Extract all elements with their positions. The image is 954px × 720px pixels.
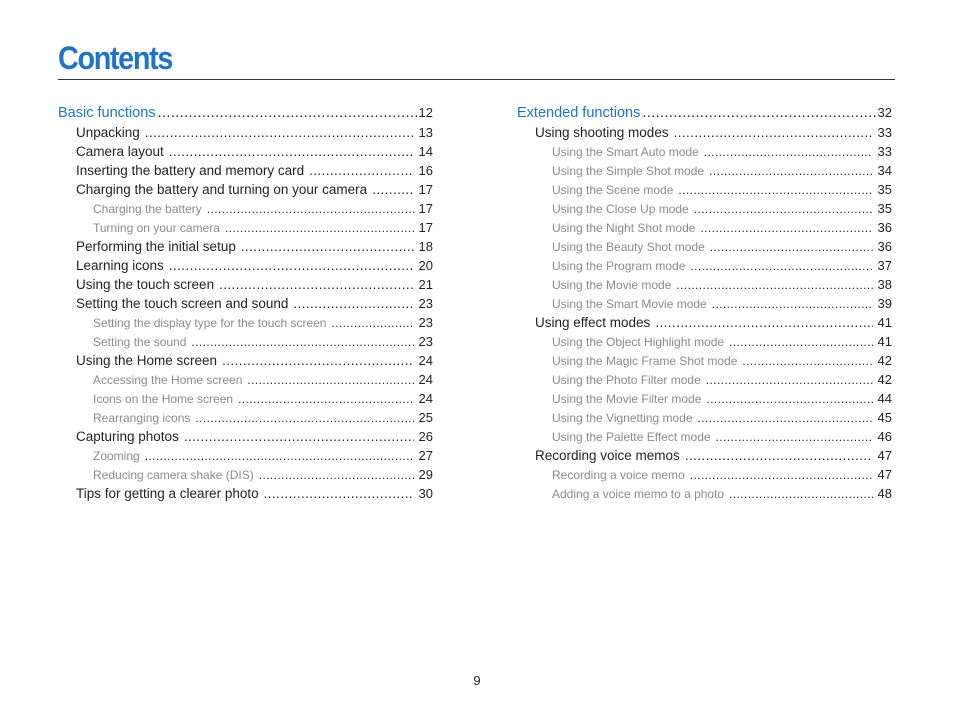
toc-entry-page: 17 <box>418 220 433 235</box>
toc-subentry[interactable] <box>517 275 892 294</box>
toc-dot-leader <box>685 446 873 465</box>
toc-entry-label: Adding a voice memo to a photo <box>552 487 725 501</box>
toc-subentry[interactable] <box>58 408 433 427</box>
toc-subentry[interactable] <box>517 199 892 218</box>
toc-entry-label: Using the Smart Movie mode <box>552 297 707 311</box>
title-divider <box>58 79 895 80</box>
toc-entry[interactable] <box>58 427 433 446</box>
toc-dot-leader <box>676 276 872 294</box>
toc-dot-leader <box>309 161 413 180</box>
toc-subentry[interactable] <box>517 332 892 351</box>
toc-dot-leader <box>712 295 873 313</box>
toc-entry-page: 33 <box>877 144 892 159</box>
toc-entry-page: 34 <box>877 163 892 178</box>
toc-entry-label: Setting the display type for the touch screen <box>93 316 327 330</box>
toc-entry-label: Reducing camera shake (DIS) <box>93 468 254 482</box>
toc-entry-page: 47 <box>877 448 892 463</box>
toc-dot-leader <box>690 257 872 275</box>
toc-entry-page: 23 <box>418 296 433 311</box>
toc-entry-label: Setting the sound <box>93 335 187 349</box>
toc-entry[interactable] <box>58 142 433 161</box>
toc-dot-leader <box>706 371 873 389</box>
toc-entry-page: 48 <box>877 486 892 501</box>
toc-entry-page: 36 <box>877 220 892 235</box>
toc-dot-leader <box>145 123 414 142</box>
toc-entry-page: 32 <box>877 105 892 120</box>
toc-dot-leader <box>225 219 414 237</box>
toc-subentry[interactable] <box>517 256 892 275</box>
toc-dot-leader <box>219 275 413 294</box>
toc-entry-label: Camera layout <box>76 144 164 159</box>
toc-dot-leader <box>195 409 413 427</box>
toc-entry-page: 24 <box>418 353 433 368</box>
toc-entry-page: 12 <box>418 105 433 120</box>
toc-subentry[interactable] <box>58 465 433 484</box>
toc-entry-label: Using the Close Up mode <box>552 202 689 216</box>
toc-entry-page: 41 <box>877 315 892 330</box>
toc-entry-page: 36 <box>877 239 892 254</box>
toc-subentry[interactable] <box>58 199 433 218</box>
toc-entry-label: Using the Simple Shot mode <box>552 164 705 178</box>
toc-entry-page: 23 <box>418 334 433 349</box>
toc-entry-label: Recording a voice memo <box>552 468 685 482</box>
toc-entry-page: 46 <box>877 429 892 444</box>
toc-entry-page: 20 <box>418 258 433 273</box>
toc-entry-label: Using the Home screen <box>76 353 218 368</box>
toc-entry-page: 30 <box>418 486 433 501</box>
toc-entry[interactable] <box>58 161 433 180</box>
toc-entry-page: 25 <box>418 410 433 425</box>
toc-entry-label: Charging the battery and turning on your camera <box>76 182 368 197</box>
toc-subentry[interactable] <box>517 484 892 503</box>
toc-entry[interactable] <box>58 294 433 313</box>
toc-entry-label: Inserting the battery and memory card <box>76 163 305 178</box>
toc-dot-leader <box>694 200 873 218</box>
toc-entry-label: Charging the battery <box>93 202 202 216</box>
toc-dot-leader <box>331 314 413 332</box>
toc-dot-leader <box>222 351 413 370</box>
toc-entry[interactable] <box>517 446 892 465</box>
toc-dot-leader <box>247 371 413 389</box>
toc-dot-leader <box>191 333 413 351</box>
toc-entry-label: Tips for getting a clearer photo <box>76 486 259 501</box>
toc-entry-label: Using the Palette Effect mode <box>552 430 711 444</box>
toc-entry-label: Using the touch screen <box>76 277 215 292</box>
toc-entry-page: 38 <box>877 277 892 292</box>
toc-entry-label: Icons on the Home screen <box>93 392 234 406</box>
toc-subentry[interactable] <box>517 351 892 370</box>
toc-entry-label: Capturing photos <box>76 429 179 444</box>
toc-dot-leader <box>169 256 414 275</box>
toc-dot-leader <box>207 200 414 218</box>
toc-dot-leader <box>238 390 413 408</box>
toc-entry-label: Using the Movie mode <box>552 278 672 292</box>
toc-entry-page: 17 <box>418 201 433 216</box>
toc-entry-page: 41 <box>877 334 892 349</box>
toc-entry-page: 27 <box>418 448 433 463</box>
toc-dot-leader <box>716 428 873 446</box>
page-number: 9 <box>473 673 481 688</box>
toc-entry-page: 18 <box>418 239 433 254</box>
toc-entry-page: 14 <box>418 144 433 159</box>
toc-entry-page: 35 <box>877 182 892 197</box>
toc-entry-label: Using the Magic Frame Shot mode <box>552 354 738 368</box>
toc-subentry[interactable] <box>517 294 892 313</box>
toc-subentry[interactable] <box>58 332 433 351</box>
toc-entry[interactable] <box>58 123 433 142</box>
toc-subentry[interactable] <box>58 313 433 332</box>
toc-subentry[interactable] <box>517 161 892 180</box>
toc-dot-leader <box>372 180 413 199</box>
toc-entry-label: Basic functions <box>58 105 156 121</box>
toc-dot-leader <box>700 219 872 237</box>
toc-subentry[interactable] <box>517 218 892 237</box>
toc-entry-page: 35 <box>877 201 892 216</box>
toc-entry-label: Using the Smart Auto mode <box>552 145 699 159</box>
toc-entry-label: Performing the initial setup <box>76 239 236 254</box>
toc-dot-leader <box>742 352 872 370</box>
toc-subentry[interactable] <box>517 465 892 484</box>
toc-entry-page: 24 <box>418 391 433 406</box>
toc-entry[interactable] <box>58 484 433 503</box>
toc-entry-page: 39 <box>877 296 892 311</box>
toc-dot-leader <box>158 103 417 123</box>
toc-section-heading[interactable] <box>58 103 433 123</box>
toc-entry[interactable] <box>517 123 892 142</box>
toc-dot-leader <box>698 409 873 427</box>
toc-entry-label: Turning on your camera <box>93 221 220 235</box>
toc-dot-leader <box>264 484 414 503</box>
toc-entry-label: Setting the touch screen and sound <box>76 296 289 311</box>
toc-dot-leader <box>241 237 414 256</box>
toc-entry-label: Using the Movie Filter mode <box>552 392 702 406</box>
toc-dot-leader <box>674 123 873 142</box>
toc-entry-page: 21 <box>418 277 433 292</box>
toc-entry-label: Using effect modes <box>535 315 651 330</box>
toc-subentry[interactable] <box>517 370 892 389</box>
toc-dot-leader <box>709 162 872 180</box>
toc-subentry[interactable] <box>517 427 892 446</box>
toc-subentry[interactable] <box>58 370 433 389</box>
toc-entry-page: 45 <box>877 410 892 425</box>
toc-entry-page: 26 <box>418 429 433 444</box>
toc-entry-label: Accessing the Home screen <box>93 373 243 387</box>
toc-subentry[interactable] <box>58 389 433 408</box>
toc-entry[interactable] <box>58 180 433 199</box>
toc-entry[interactable] <box>58 275 433 294</box>
toc-entry-label: Unpacking <box>76 125 140 140</box>
toc-entry[interactable] <box>58 351 433 370</box>
toc-entry-label: Zooming <box>93 449 140 463</box>
toc-subentry[interactable] <box>517 389 892 408</box>
toc-entry-label: Recording voice memos <box>535 448 680 463</box>
toc-entry-label: Using the Beauty Shot mode <box>552 240 705 254</box>
toc-dot-leader <box>710 238 873 256</box>
toc-dot-leader <box>293 294 413 313</box>
toc-subentry[interactable] <box>517 237 892 256</box>
toc-dot-leader <box>145 447 414 465</box>
toc-subentry[interactable] <box>517 408 892 427</box>
toc-right-column <box>517 103 892 503</box>
toc-entry-page: 44 <box>877 391 892 406</box>
toc-entry-label: Using the Vignetting mode <box>552 411 693 425</box>
toc-dot-leader <box>655 313 872 332</box>
toc-subentry[interactable] <box>517 142 892 161</box>
toc-entry-page: 16 <box>418 163 433 178</box>
toc-entry-page: 23 <box>418 315 433 330</box>
toc-left-column <box>58 103 433 503</box>
toc-entry-page: 47 <box>877 467 892 482</box>
toc-dot-leader <box>704 143 873 161</box>
toc-entry[interactable] <box>58 256 433 275</box>
toc-dot-leader <box>169 142 414 161</box>
toc-entry-page: 42 <box>877 372 892 387</box>
toc-subentry[interactable] <box>58 218 433 237</box>
toc-dot-leader <box>729 333 872 351</box>
toc-entry-label: Rearranging icons <box>93 411 191 425</box>
toc-section-heading[interactable] <box>517 103 892 123</box>
toc-entry-page: 13 <box>418 125 433 140</box>
toc-entry-page: 37 <box>877 258 892 273</box>
toc-entry-label: Using the Object Highlight mode <box>552 335 725 349</box>
toc-entry[interactable] <box>517 313 892 332</box>
toc-entry-label: Learning icons <box>76 258 164 273</box>
toc-entry-page: 29 <box>418 467 433 482</box>
toc-dot-leader <box>729 485 872 503</box>
toc-entry-label: Using shooting modes <box>535 125 669 140</box>
toc-dot-leader <box>706 390 872 408</box>
toc-entry-page: 17 <box>418 182 433 197</box>
toc-entry-page: 24 <box>418 372 433 387</box>
toc-dot-leader <box>690 466 873 484</box>
toc-entry-label: Using the Night Shot mode <box>552 221 696 235</box>
toc-entry[interactable] <box>58 237 433 256</box>
toc-entry-label: Using the Scene mode <box>552 183 674 197</box>
toc-subentry[interactable] <box>517 180 892 199</box>
toc-dot-leader <box>678 181 872 199</box>
toc-entry-label: Using the Photo Filter mode <box>552 373 701 387</box>
toc-entry-label: Using the Program mode <box>552 259 686 273</box>
toc-dot-leader <box>259 466 414 484</box>
toc-entry-page: 33 <box>877 125 892 140</box>
page-title: Contents <box>58 40 172 76</box>
toc-dot-leader <box>184 427 414 446</box>
toc-entry-label: Extended functions <box>517 105 641 121</box>
toc-subentry[interactable] <box>58 446 433 465</box>
toc-entry-page: 42 <box>877 353 892 368</box>
toc-dot-leader <box>642 103 875 123</box>
